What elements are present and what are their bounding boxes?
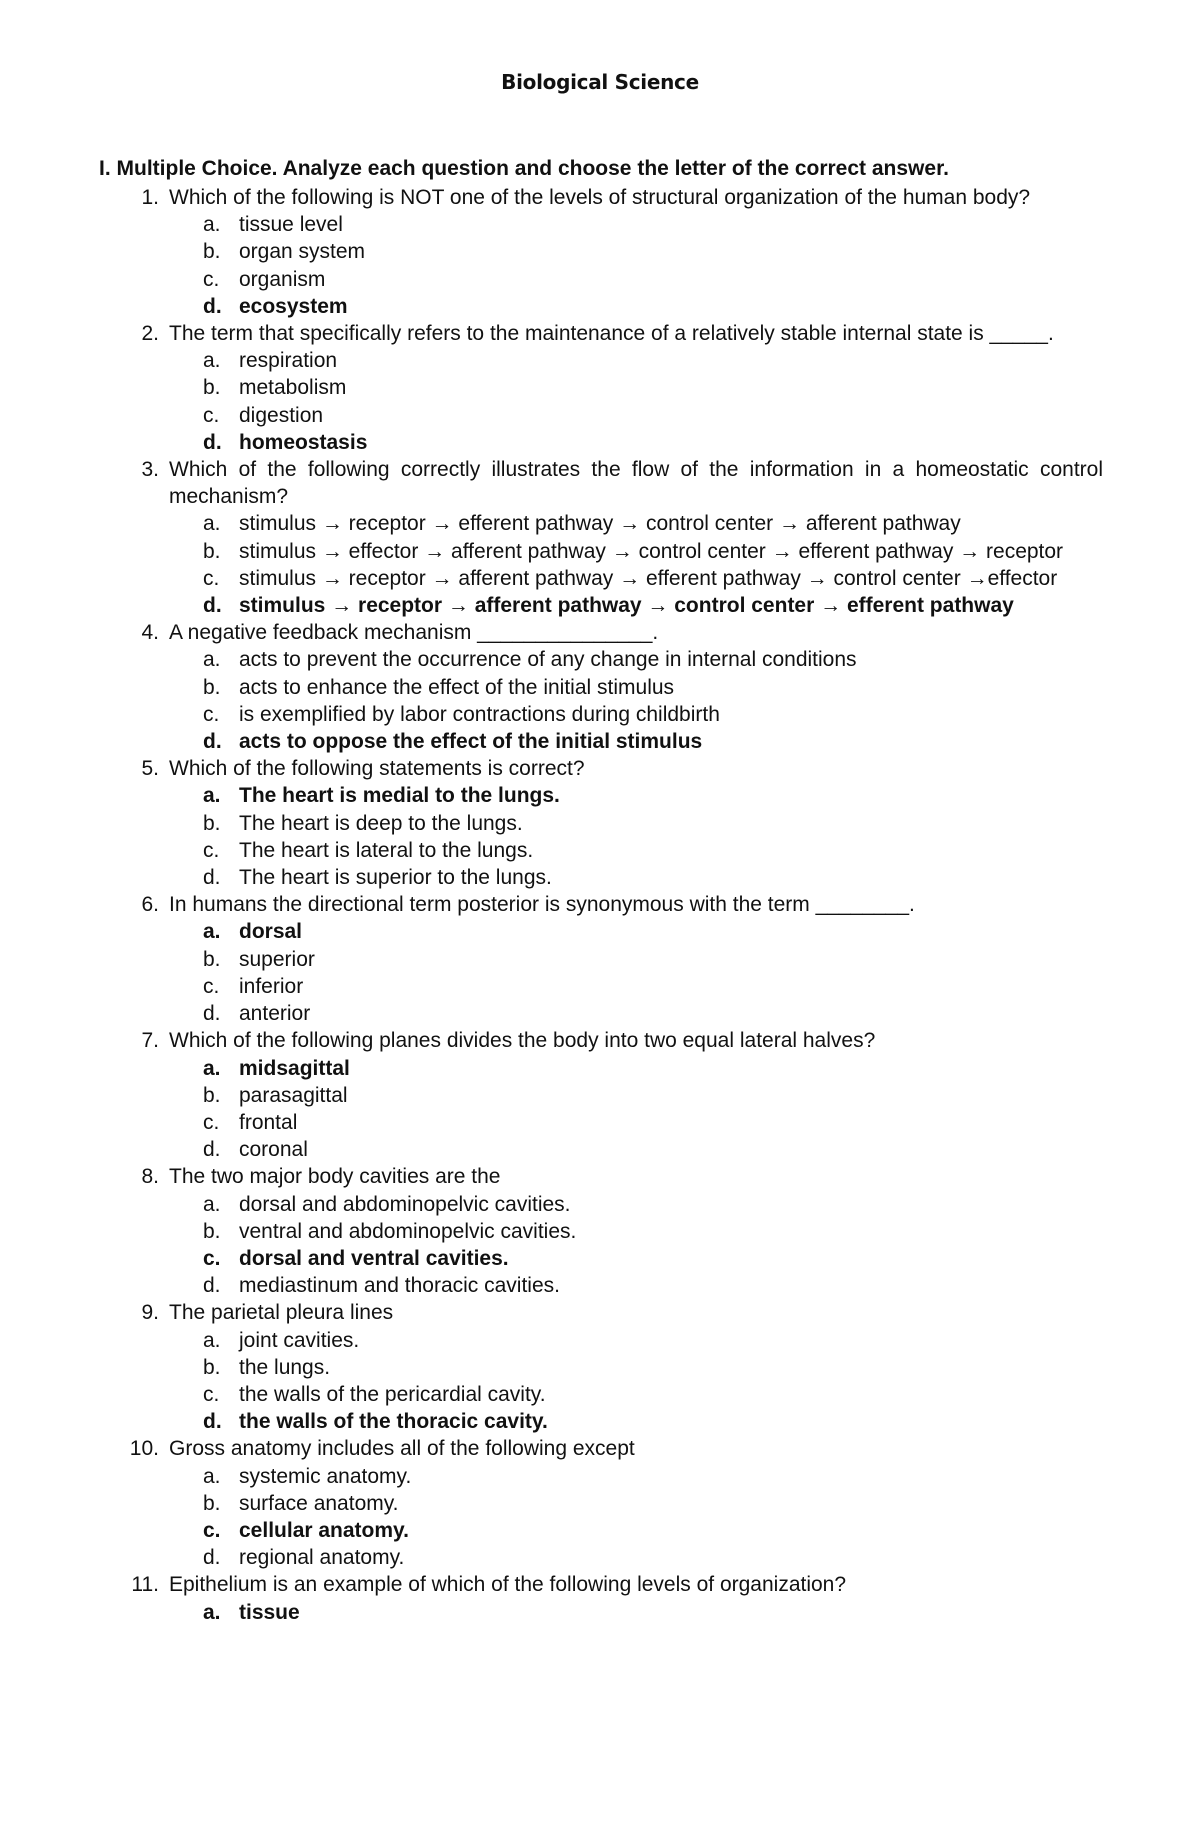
option-letter: d.: [203, 594, 222, 618]
question-text: Which of the following statements is correct?: [169, 757, 585, 781]
answer-option-correct: [203, 1245, 1103, 1272]
option-letter: c.: [203, 1518, 221, 1542]
option-letter: a.: [203, 349, 221, 373]
question-text: A negative feedback mechanism _______________.: [169, 621, 659, 645]
answer-option: [203, 864, 1103, 891]
answer-option: [203, 1082, 1103, 1109]
option-text: frontal: [239, 1110, 298, 1134]
answer-option: [203, 646, 1103, 673]
question-item: [99, 320, 1103, 456]
option-text: systemic anatomy.: [239, 1464, 412, 1488]
option-text: stimulus → receptor → efferent pathway → control center → afferent pathway: [239, 512, 961, 536]
option-text: organ system: [239, 240, 366, 264]
question-item: [99, 184, 1103, 320]
question-item: [99, 1571, 1103, 1625]
answer-option-correct: [203, 592, 1103, 619]
answer-options: [99, 211, 1103, 320]
answer-option: [203, 1191, 1103, 1218]
option-text: mediastinum and thoracic cavities.: [239, 1274, 560, 1298]
answer-option: [203, 565, 1103, 592]
answer-option: [203, 1354, 1103, 1381]
question-stem: [99, 755, 1103, 782]
answer-options: [99, 918, 1103, 1027]
question-text: The term that specifically refers to the maintenance of a relatively stable internal state is _____.: [169, 322, 1054, 346]
option-letter: a.: [203, 512, 221, 536]
option-text: The heart is medial to the lungs.: [239, 784, 560, 808]
option-letter: d.: [203, 1274, 221, 1298]
option-text: joint cavities.: [239, 1328, 360, 1352]
option-letter: d.: [203, 866, 221, 890]
question-number: 2.: [141, 322, 159, 346]
question-number: 5.: [141, 757, 159, 781]
question-item: [99, 755, 1103, 891]
answer-option: [203, 238, 1103, 265]
answer-options: [99, 1599, 1103, 1626]
answer-option: [203, 266, 1103, 293]
option-text: anterior: [239, 1002, 311, 1026]
option-text: surface anatomy.: [239, 1491, 399, 1515]
option-letter: b.: [203, 1491, 221, 1515]
option-text: the lungs.: [239, 1355, 331, 1379]
question-text: Gross anatomy includes all of the following except: [169, 1437, 635, 1461]
option-letter: b.: [203, 811, 221, 835]
option-text: inferior: [239, 974, 304, 998]
answer-option: [203, 837, 1103, 864]
question-number: 7.: [141, 1029, 159, 1053]
question-text: Which of the following planes divides the body into two equal lateral halves?: [169, 1029, 876, 1053]
option-text: tissue level: [239, 213, 343, 237]
option-letter: c.: [203, 974, 220, 998]
option-letter: a.: [203, 1328, 221, 1352]
option-letter: c.: [203, 838, 220, 862]
option-text: midsagittal: [239, 1056, 350, 1080]
option-letter: d.: [203, 1410, 222, 1434]
option-text: The heart is lateral to the lungs.: [239, 838, 534, 862]
question-text: Epithelium is an example of which of the following levels of organization?: [169, 1573, 847, 1597]
option-text: tissue: [239, 1600, 300, 1624]
answer-options: [99, 347, 1103, 456]
option-text: digestion: [239, 403, 324, 427]
document-title: Biological Science: [501, 70, 699, 94]
answer-options: [99, 782, 1103, 891]
option-letter: d.: [203, 430, 222, 454]
question-stem: [99, 184, 1103, 211]
option-letter: c.: [203, 267, 220, 291]
question-number: 10.: [129, 1437, 159, 1461]
question-text: Which of the following correctly illustrates the flow of the information in a homeostatic control mechanism?: [169, 458, 1103, 509]
answer-option-correct: [203, 782, 1103, 809]
option-letter: b.: [203, 240, 221, 264]
option-text: regional anatomy.: [239, 1546, 405, 1570]
option-text: respiration: [239, 349, 338, 373]
answer-option-correct: [203, 1055, 1103, 1082]
option-letter: b.: [203, 1219, 221, 1243]
option-text: homeostasis: [239, 430, 368, 454]
answer-option: [203, 701, 1103, 728]
answer-option: [203, 1136, 1103, 1163]
answer-options: [99, 1055, 1103, 1164]
question-list: [99, 184, 1103, 1626]
option-letter: b.: [203, 376, 221, 400]
option-letter: d.: [203, 1546, 221, 1570]
option-letter: a.: [203, 1464, 221, 1488]
option-letter: b.: [203, 947, 221, 971]
answer-option-correct: [203, 1599, 1103, 1626]
answer-option-correct: [203, 1408, 1103, 1435]
option-text: the walls of the pericardial cavity.: [239, 1382, 546, 1406]
option-letter: c.: [203, 1110, 220, 1134]
answer-option: [203, 946, 1103, 973]
question-text: The parietal pleura lines: [169, 1301, 394, 1325]
question-item: [99, 1163, 1103, 1299]
question-item: [99, 1435, 1103, 1571]
option-text: The heart is superior to the lungs.: [239, 866, 552, 890]
answer-option: [203, 1544, 1103, 1571]
option-letter: a.: [203, 1056, 221, 1080]
option-letter: a.: [203, 784, 221, 808]
option-letter: d.: [203, 730, 222, 754]
question-stem: [99, 1435, 1103, 1462]
question-stem: [99, 1027, 1103, 1054]
answer-option: [203, 1490, 1103, 1517]
option-text: stimulus → receptor → afferent pathway → efferent pathway → control center →effector: [239, 566, 1058, 590]
option-text: organism: [239, 267, 326, 291]
option-text: parasagittal: [239, 1083, 348, 1107]
option-text: ecosystem: [239, 294, 348, 318]
option-letter: c.: [203, 403, 220, 427]
option-text: superior: [239, 947, 315, 971]
answer-option-correct: [203, 293, 1103, 320]
question-item: [99, 1027, 1103, 1163]
question-number: 11.: [131, 1573, 159, 1597]
answer-option: [203, 211, 1103, 238]
option-text: the walls of the thoracic cavity.: [239, 1410, 548, 1434]
option-letter: c.: [203, 1382, 220, 1406]
question-text: Which of the following is NOT one of the levels of structural organization of the human body?: [169, 186, 1031, 209]
answer-option: [203, 347, 1103, 374]
option-letter: a.: [203, 1192, 221, 1216]
option-letter: a.: [203, 1600, 221, 1624]
option-letter: d.: [203, 294, 222, 318]
option-text: acts to prevent the occurrence of any change in internal conditions: [239, 648, 857, 672]
question-stem: [99, 1299, 1103, 1326]
question-stem: [99, 891, 1103, 918]
question-item: [99, 456, 1103, 619]
answer-option: [203, 973, 1103, 1000]
question-item: [99, 619, 1103, 755]
option-text: stimulus → effector → afferent pathway → control center → efferent pathway → receptor: [239, 539, 1064, 563]
question-stem: [99, 320, 1103, 347]
instructions-heading: I. Multiple Choice. Analyze each question and choose the letter of the correct answer.: [99, 157, 949, 180]
option-text: cellular anatomy.: [239, 1518, 410, 1542]
question-number: 6.: [141, 893, 159, 917]
option-text: stimulus → receptor → afferent pathway → control center → efferent pathway: [239, 594, 1014, 618]
question-stem: [99, 619, 1103, 646]
option-text: dorsal and abdominopelvic cavities.: [239, 1192, 571, 1216]
option-letter: b.: [203, 1083, 221, 1107]
answer-option-correct: [203, 728, 1103, 755]
answer-option: [203, 674, 1103, 701]
answer-options: [99, 646, 1103, 755]
option-text: is exemplified by labor contractions during childbirth: [239, 702, 720, 726]
option-letter: b.: [203, 539, 221, 563]
answer-option: [203, 374, 1103, 401]
option-text: dorsal and ventral cavities.: [239, 1246, 509, 1270]
question-stem: [99, 456, 1103, 510]
question-item: [99, 1299, 1103, 1435]
answer-option-correct: [203, 1517, 1103, 1544]
answer-option: [203, 1463, 1103, 1490]
option-letter: a.: [203, 920, 221, 944]
answer-options: [99, 1463, 1103, 1572]
option-letter: c.: [203, 566, 220, 590]
option-text: acts to oppose the effect of the initial stimulus: [239, 730, 703, 754]
question-stem: [99, 1571, 1103, 1598]
answer-option: [203, 402, 1103, 429]
option-text: The heart is deep to the lungs.: [239, 811, 523, 835]
answer-option: [203, 1327, 1103, 1354]
answer-option-correct: [203, 429, 1103, 456]
question-text: The two major body cavities are the: [169, 1165, 501, 1189]
option-letter: c.: [203, 702, 220, 726]
answer-option: [203, 1381, 1103, 1408]
option-letter: b.: [203, 675, 221, 699]
option-letter: d.: [203, 1138, 221, 1162]
answer-option-correct: [203, 918, 1103, 945]
answer-option: [203, 1000, 1103, 1027]
question-number: 9.: [141, 1301, 159, 1325]
option-letter: c.: [203, 1246, 221, 1270]
question-number: 4.: [141, 621, 159, 645]
answer-options: [99, 1327, 1103, 1436]
answer-option: [203, 538, 1103, 565]
question-number: 8.: [141, 1165, 159, 1189]
option-text: dorsal: [239, 920, 303, 944]
question-text: In humans the directional term posterior is synonymous with the term ________.: [169, 893, 915, 917]
question-item: [99, 891, 1103, 1027]
answer-option: [203, 1109, 1103, 1136]
answer-option: [203, 510, 1103, 537]
option-letter: d.: [203, 1002, 221, 1026]
option-letter: a.: [203, 648, 221, 672]
question-number: 1.: [141, 186, 159, 209]
question-number: 3.: [141, 458, 159, 482]
answer-option: [203, 1272, 1103, 1299]
answer-options: [99, 1191, 1103, 1300]
option-letter: a.: [203, 213, 221, 237]
answer-options: [99, 510, 1103, 619]
option-text: ventral and abdominopelvic cavities.: [239, 1219, 577, 1243]
question-stem: [99, 1163, 1103, 1190]
option-letter: b.: [203, 1355, 221, 1379]
option-text: coronal: [239, 1138, 308, 1162]
option-text: acts to enhance the effect of the initial stimulus: [239, 675, 675, 699]
option-text: metabolism: [239, 376, 347, 400]
answer-option: [203, 810, 1103, 837]
answer-option: [203, 1218, 1103, 1245]
